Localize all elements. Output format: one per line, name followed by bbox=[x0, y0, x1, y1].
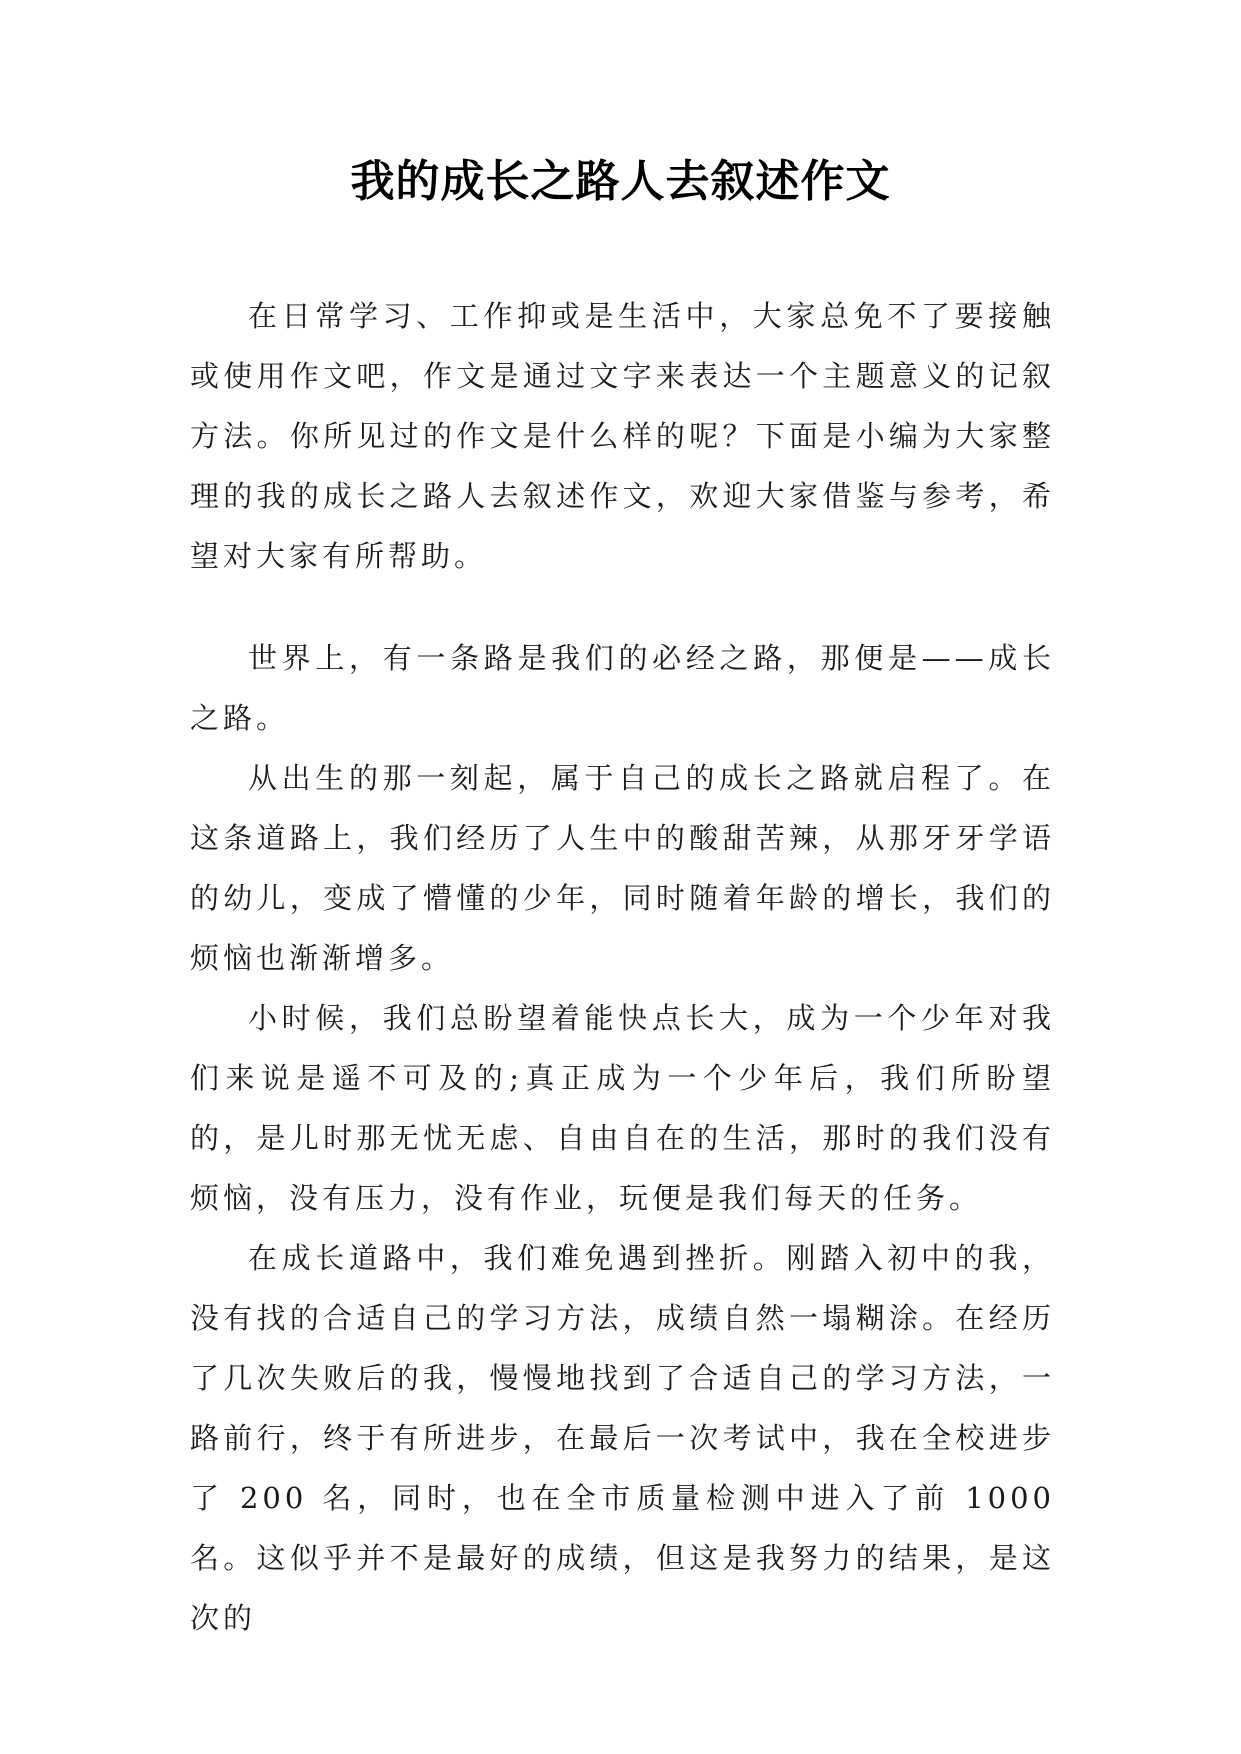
essay-paragraph-3: 小时候，我们总盼望着能快点长大，成为一个少年对我们来说是遥不可及的;真正成为一个少年后，我们所盼望的，是儿时那无忧无虑、自由自在的生活，那时的我们没有烦恼，没有压力，没有作业，玩便是我们每天的任务。 bbox=[190, 1001, 1055, 1215]
essay-body bbox=[190, 628, 1055, 1648]
intro-section bbox=[190, 286, 1055, 586]
essay-paragraph-4: 在成长道路中，我们难免遇到挫折。刚踏入初中的我，没有找的合适自己的学习方法，成绩自然一塌糊涂。在经历了几次失败后的我，慢慢地找到了合适自己的学习方法，一路前行，终于有所进步，在最后一次考试中，我在全校进步了 200 名，同时，也在全市质量检测中进入了前 1000 名。这似乎并不是最好的成绩，但这是我努力的结果，是这次的 bbox=[190, 1241, 1055, 1635]
document-title: 我的成长之路人去叙述作文 bbox=[350, 156, 891, 207]
essay-paragraph-2: 从出生的那一刻起，属于自己的成长之路就启程了。在这条道路上，我们经历了人生中的酸甜苦辣，从那牙牙学语的幼儿，变成了懵懂的少年，同时随着年龄的增长，我们的烦恼也渐渐增多。 bbox=[190, 761, 1055, 975]
intro-paragraph: 在日常学习、工作抑或是生活中，大家总免不了要接触或使用作文吧，作文是通过文字来表达一个主题意义的记叙方法。你所见过的作文是什么样的呢？下面是小编为大家整理的我的成长之路人去叙述作文，欢迎大家借鉴与参考，希望对大家有所帮助。 bbox=[190, 299, 1055, 573]
essay-paragraph-1: 世界上，有一条路是我们的必经之路，那便是——成长之路。 bbox=[190, 641, 1055, 735]
